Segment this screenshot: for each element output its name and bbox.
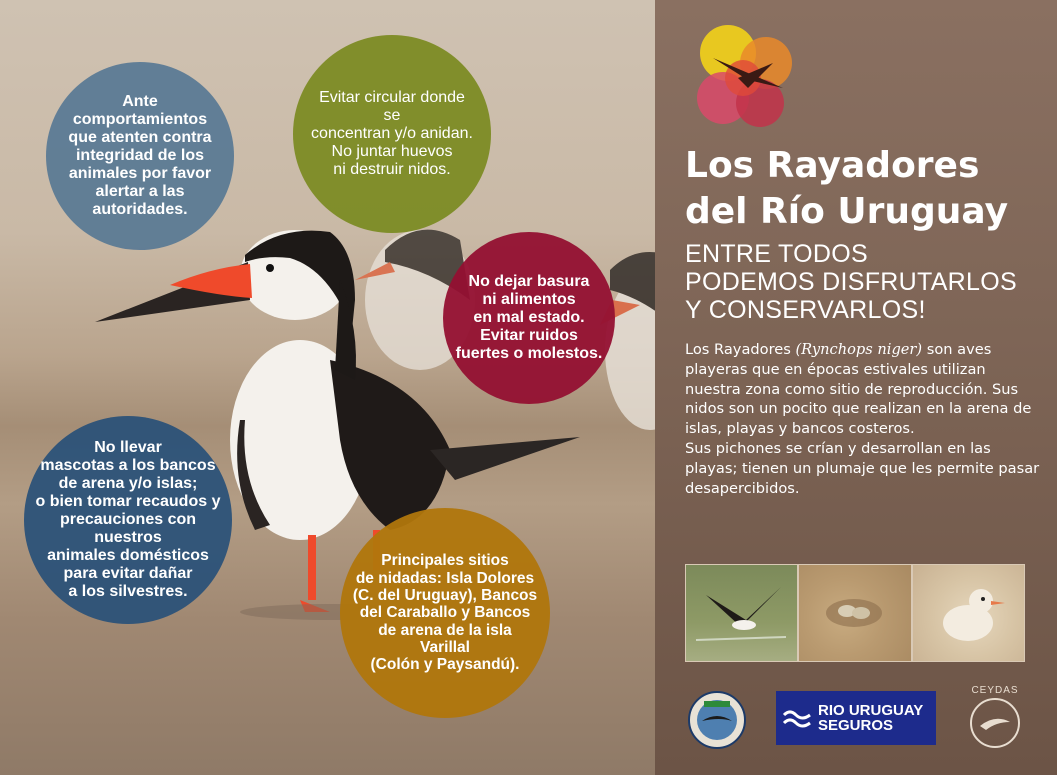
circle-no-litter bbox=[443, 232, 615, 404]
circle-no-pets bbox=[24, 416, 232, 624]
subtitle-line-1: ENTRE TODOS bbox=[685, 240, 868, 268]
sponsor-rio-uruguay-seguros bbox=[776, 691, 936, 745]
circle-avoid-nesting-areas bbox=[293, 35, 491, 233]
description bbox=[685, 340, 1040, 498]
subtitle-line-3: Y CONSERVARLOS! bbox=[685, 296, 926, 324]
circle-report-behaviour bbox=[46, 62, 234, 250]
sponsor-logos bbox=[655, 685, 1057, 760]
circle-avoid-nesting-areas-text: Evitar circular donde se concentran y/o anidan. No juntar huevos ni destruir nidos. bbox=[311, 89, 473, 178]
ceydas-label: CEYDAS bbox=[971, 685, 1019, 696]
poster-title bbox=[685, 143, 1045, 235]
circle-nesting-sites bbox=[340, 508, 550, 718]
photo-flying-skimmer bbox=[686, 565, 797, 661]
wave-icon bbox=[782, 707, 812, 729]
circle-no-pets-text: No llevar mascotas a los bancos de arena y/o islas; o bien tomar recaudos y precauciones con nuestros animales domésticos para evitar dañar a los silvestres. bbox=[35, 439, 221, 600]
circle-no-litter-text: No dejar basura ni alimentos en mal estado. Evitar ruidos fuertes o molestos. bbox=[455, 273, 603, 362]
description-intro: Los Rayadores bbox=[685, 341, 796, 358]
title-line-1: Los Rayadores bbox=[685, 145, 980, 186]
info-panel bbox=[655, 0, 1057, 775]
circle-nesting-sites-text: Principales sitios de nidadas: Isla Dolores (C. del Uruguay), Bancos del Caraballo y Bancos de arena de la isla Varillal (Colón y Paysandú). bbox=[352, 552, 538, 674]
poster-subtitle bbox=[685, 240, 1050, 324]
title-line-2: del Río Uruguay bbox=[685, 191, 1009, 232]
description-first: son aves playeras que en épocas estivales utilizan nuestra zona como sitio de reproducción. Sus nidos son un pocito que realizan en la arena de islas, playas y bancos costeros. bbox=[685, 341, 1032, 438]
sponsor-ceydas bbox=[965, 685, 1025, 753]
description-second: Sus pichones se crían y desarrollan en las playas; tienen un plumaje que les permite pasar desapercibidos. bbox=[685, 439, 1040, 497]
subtitle-line-2: PODEMOS DISFRUTARLOS bbox=[685, 268, 1017, 296]
sponsor-name bbox=[818, 703, 923, 733]
photo-chick bbox=[913, 565, 1024, 661]
ceydas-bird-icon bbox=[970, 698, 1020, 748]
sponsor-name-line-1: RIO URUGUAY bbox=[818, 702, 924, 719]
sponsor-name-line-2: SEGUROS bbox=[818, 717, 894, 734]
scientific-name: (Rynchops niger) bbox=[795, 341, 923, 358]
photo-nest-eggs bbox=[799, 565, 910, 661]
photo-strip bbox=[685, 564, 1025, 662]
watercolor-bird-logo bbox=[688, 18, 798, 133]
sponsor-bird-seal-logo bbox=[688, 691, 746, 749]
circle-report-behaviour-text: Ante comportamientos que atenten contra integridad de los animales por favor alertar a las autoridades. bbox=[68, 93, 212, 218]
